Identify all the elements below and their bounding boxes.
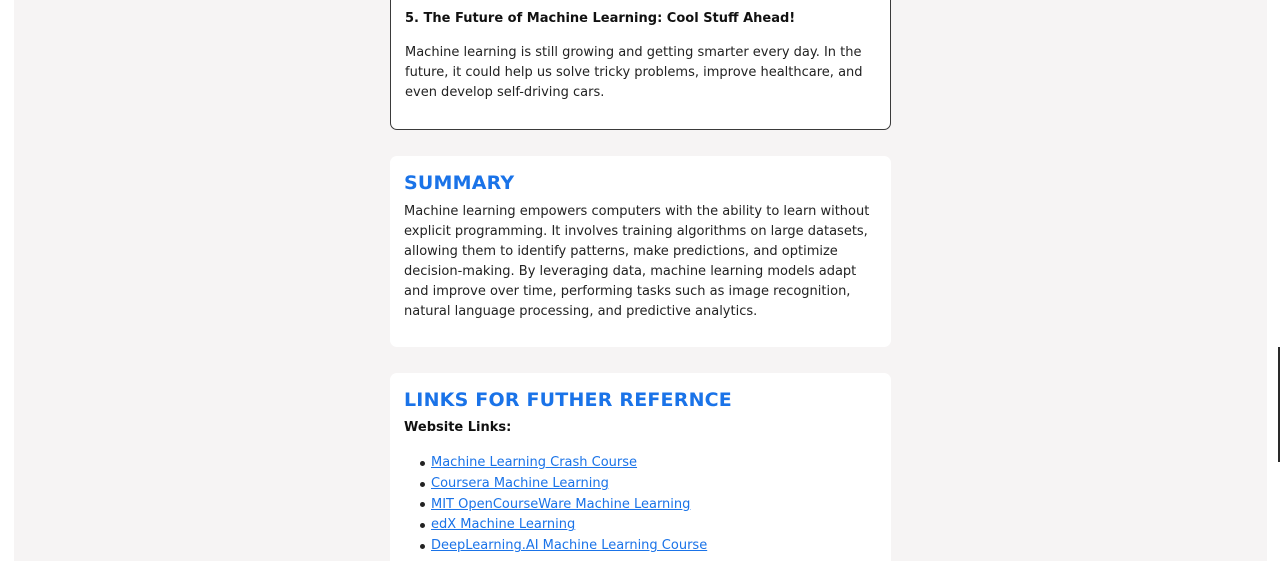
links-title: LINKS FOR FUTHER REFERNCE <box>404 389 732 411</box>
bullet-icon <box>420 544 425 549</box>
list-item <box>404 474 707 495</box>
bullet-icon <box>420 461 425 466</box>
summary-title: SUMMARY <box>404 172 515 194</box>
link-ml-crash-course[interactable]: Machine Learning Crash Course <box>431 455 638 471</box>
website-links-label: Website Links: <box>404 420 512 435</box>
list-item <box>404 494 707 515</box>
link-edx-ml[interactable]: edX Machine Learning <box>431 517 576 533</box>
summary-text: Machine learning empowers computers with the ability to learn without explicit programming. It involves training algorithms on large datasets, allowing them to identify patterns, make predictions, and optimize decision-making. By leveraging data, machine learning models adapt and improve over time, performing tasks such as image recognition, natural language processing, and predictive analytics. <box>404 204 870 319</box>
future-section-text: Machine learning is still growing and getting smarter every day. In the future, it could help us solve tricky problems, improve healthcare, and even develop self-driving cars. <box>405 45 863 100</box>
future-of-ml-card <box>390 0 891 130</box>
list-item <box>404 536 707 557</box>
link-deeplearning-ai[interactable]: DeepLearning.AI Machine Learning Course <box>431 538 708 554</box>
bullet-icon <box>420 482 425 487</box>
link-coursera-ml[interactable]: Coursera Machine Learning <box>431 476 609 492</box>
links-card <box>390 373 891 573</box>
link-mit-ocw-ml[interactable]: MIT OpenCourseWare Machine Learning <box>431 496 691 512</box>
summary-card <box>390 156 891 347</box>
future-section-title: 5. The Future of Machine Learning: Cool Stuff Ahead! <box>405 11 796 26</box>
bullet-icon <box>420 502 425 507</box>
links-list <box>404 453 707 556</box>
list-item <box>404 515 707 536</box>
bullet-icon <box>420 523 425 528</box>
list-item <box>404 453 707 474</box>
